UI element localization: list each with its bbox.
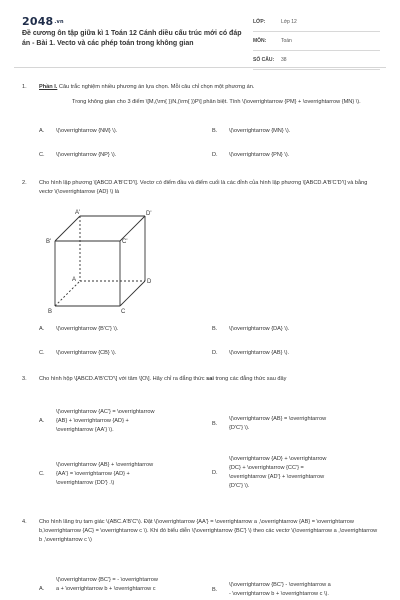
option-letter: D. <box>212 350 218 356</box>
question-number: 2. <box>22 180 27 186</box>
vertex-label: A <box>72 277 77 283</box>
document-title: Đề cương ôn tập giữa kì 1 Toán 12 Cánh diều cấu trúc mới có đáp án - Bài 1. Vecto và các phép toán trong không gian <box>22 30 242 47</box>
option-text <box>229 581 364 599</box>
question-text: Cho hình lập phương \[ABCD.A'B'C'D'\]. Vectơ có điểm đầu và điểm cuối là các đỉnh của hình lập phương \[ABCD.A'B'C'D'\] và bằng vectơ \(\overrightarrow {AD} \) là <box>39 180 368 195</box>
option-letter: C. <box>39 471 45 477</box>
option-line: \overrightarrow {AA'} \). <box>56 427 114 433</box>
option-line: \(\overrightarrow {BC'} - \overrightarrow a <box>229 582 331 588</box>
option-line: \(\overrightarrow {AC'} = \overrightarrow <box>56 409 155 415</box>
option-text <box>229 455 364 491</box>
option-line: \(\overrightarrow {BC'} = - \overrightarrow <box>56 577 158 583</box>
option-line: \overrightarrow {DD'} .\) <box>56 480 115 486</box>
question-heading <box>39 83 379 92</box>
option-line: - \overrightarrow b + \overrightarrow c \). <box>229 591 329 597</box>
meta-key: MÔN: <box>253 38 267 44</box>
option-text <box>56 408 191 435</box>
logo-suffix: .vn <box>54 19 64 25</box>
option-text: \(\overrightarrow {NP} \). <box>56 152 117 158</box>
option-letter: C. <box>39 350 45 356</box>
option-line: \(\overrightarrow {AB} + \overrightarrow <box>56 462 154 468</box>
option-line: {AA'} = \overrightarrow {AD} + <box>56 471 130 477</box>
vertex-label: C <box>121 309 126 314</box>
option-text <box>229 415 364 433</box>
question-text <box>39 375 379 384</box>
option-text: \(\overrightarrow {B'C'} \). <box>56 326 119 332</box>
option-line: \(\overrightarrow {AD} + \overrightarrow <box>229 456 327 462</box>
option-letter: D. <box>212 152 218 158</box>
meta-key: LỚP: <box>253 19 266 25</box>
option-line: \(\overrightarrow {AB} = \overrightarrow <box>229 416 327 422</box>
option-letter: B. <box>212 421 218 427</box>
vertex-label: D <box>147 279 152 285</box>
meta-key: SỐ CÂU: <box>253 57 275 63</box>
vertex-label: B' <box>46 239 52 245</box>
option-text <box>56 576 191 594</box>
option-letter: A. <box>39 586 45 592</box>
option-text: \(\overrightarrow {DA} \). <box>229 326 290 332</box>
option-line: a + \overrightarrow b + \overrightarrow c <box>56 586 156 592</box>
option-text: \(\overrightarrow {NM} \). <box>56 128 118 134</box>
option-letter: D. <box>212 470 218 476</box>
meta-value: Toán <box>281 38 292 44</box>
meta-row-subject <box>253 32 380 51</box>
option-letter: A. <box>39 326 45 332</box>
emphasis-word: sai <box>206 376 214 382</box>
header-divider <box>14 67 386 68</box>
vertex-label: D' <box>146 211 152 217</box>
option-line: {D'C'} \). <box>229 483 250 489</box>
logo-text: 2048 <box>22 15 54 28</box>
option-letter: B. <box>212 128 218 134</box>
option-letter: A. <box>39 418 45 424</box>
option-text <box>56 461 191 488</box>
vertex-label: C' <box>122 239 128 245</box>
meta-row-class <box>253 13 380 32</box>
option-text: \(\overrightarrow {PN} \). <box>229 152 290 158</box>
option-text: \(\overrightarrow {CB} \). <box>56 350 117 356</box>
meta-value: Lớp 12 <box>281 19 297 25</box>
site-logo[interactable] <box>22 15 64 28</box>
option-text: \(\overrightarrow {MN} \). <box>229 128 291 134</box>
option-letter: A. <box>39 128 45 134</box>
option-letter: C. <box>39 152 45 158</box>
question-number: 3. <box>22 376 27 382</box>
option-letter: B. <box>212 326 218 332</box>
vertex-label: A' <box>75 210 81 216</box>
meta-table <box>253 13 380 70</box>
question-number: 1. <box>22 84 27 90</box>
question-4 <box>0 518 400 600</box>
question-text: Trong không gian cho 3 điểm \[M,(\rm{ })N,(\rm{ })P\] phân biệt. Tính \(\overrightarrow {PM} + \overrightarrow {MN} \). <box>72 99 361 105</box>
cube-figure <box>40 209 160 314</box>
option-text: \(\overrightarrow {AB} \). <box>229 350 289 356</box>
question-text: Cho hình lăng trụ tam giác \(ABC.A'B'C'\). Đặt \(\overrightarrow {AA'} = \overrightarrow a ,\overrightarrow {AB} = \overrightarrow b,\overrightarrow {AC} = \overrightarrow c \). Khi đó biểu diễn \(\overrightarrow {BC'} \) theo các vectơ \(\overrightarrow a ,\overrightarrow b ,\overrightarrow c \) <box>39 519 378 543</box>
part-instruction: Câu trắc nghiệm nhiều phương án lựa chọn. Mỗi câu chỉ chọn một phương án. <box>57 84 255 90</box>
question-number: 4. <box>22 519 27 525</box>
question-3 <box>0 375 400 505</box>
option-line: {DC} + \overrightarrow {CC'} = <box>229 465 304 471</box>
vertex-label: B <box>48 309 53 314</box>
option-line: {D'C'} \). <box>229 425 250 431</box>
question-1 <box>0 83 400 163</box>
question-text-part: trong các đẳng thức sau đây <box>213 376 287 382</box>
question-text-part: Cho hình hộp \[ABCD.A'B'C'D'\] với tâm \[O\]. Hãy chỉ ra đẳng thức <box>39 376 207 382</box>
meta-value: 38 <box>281 57 287 63</box>
option-letter: B. <box>212 587 218 593</box>
page-header <box>0 0 400 66</box>
question-2 <box>0 179 400 359</box>
option-line: \overrightarrow {AD'} + \overrightarrow <box>229 474 325 480</box>
option-line: {AB} + \overrightarrow {AD} + <box>56 418 129 424</box>
part-label: Phần I. <box>39 84 58 90</box>
